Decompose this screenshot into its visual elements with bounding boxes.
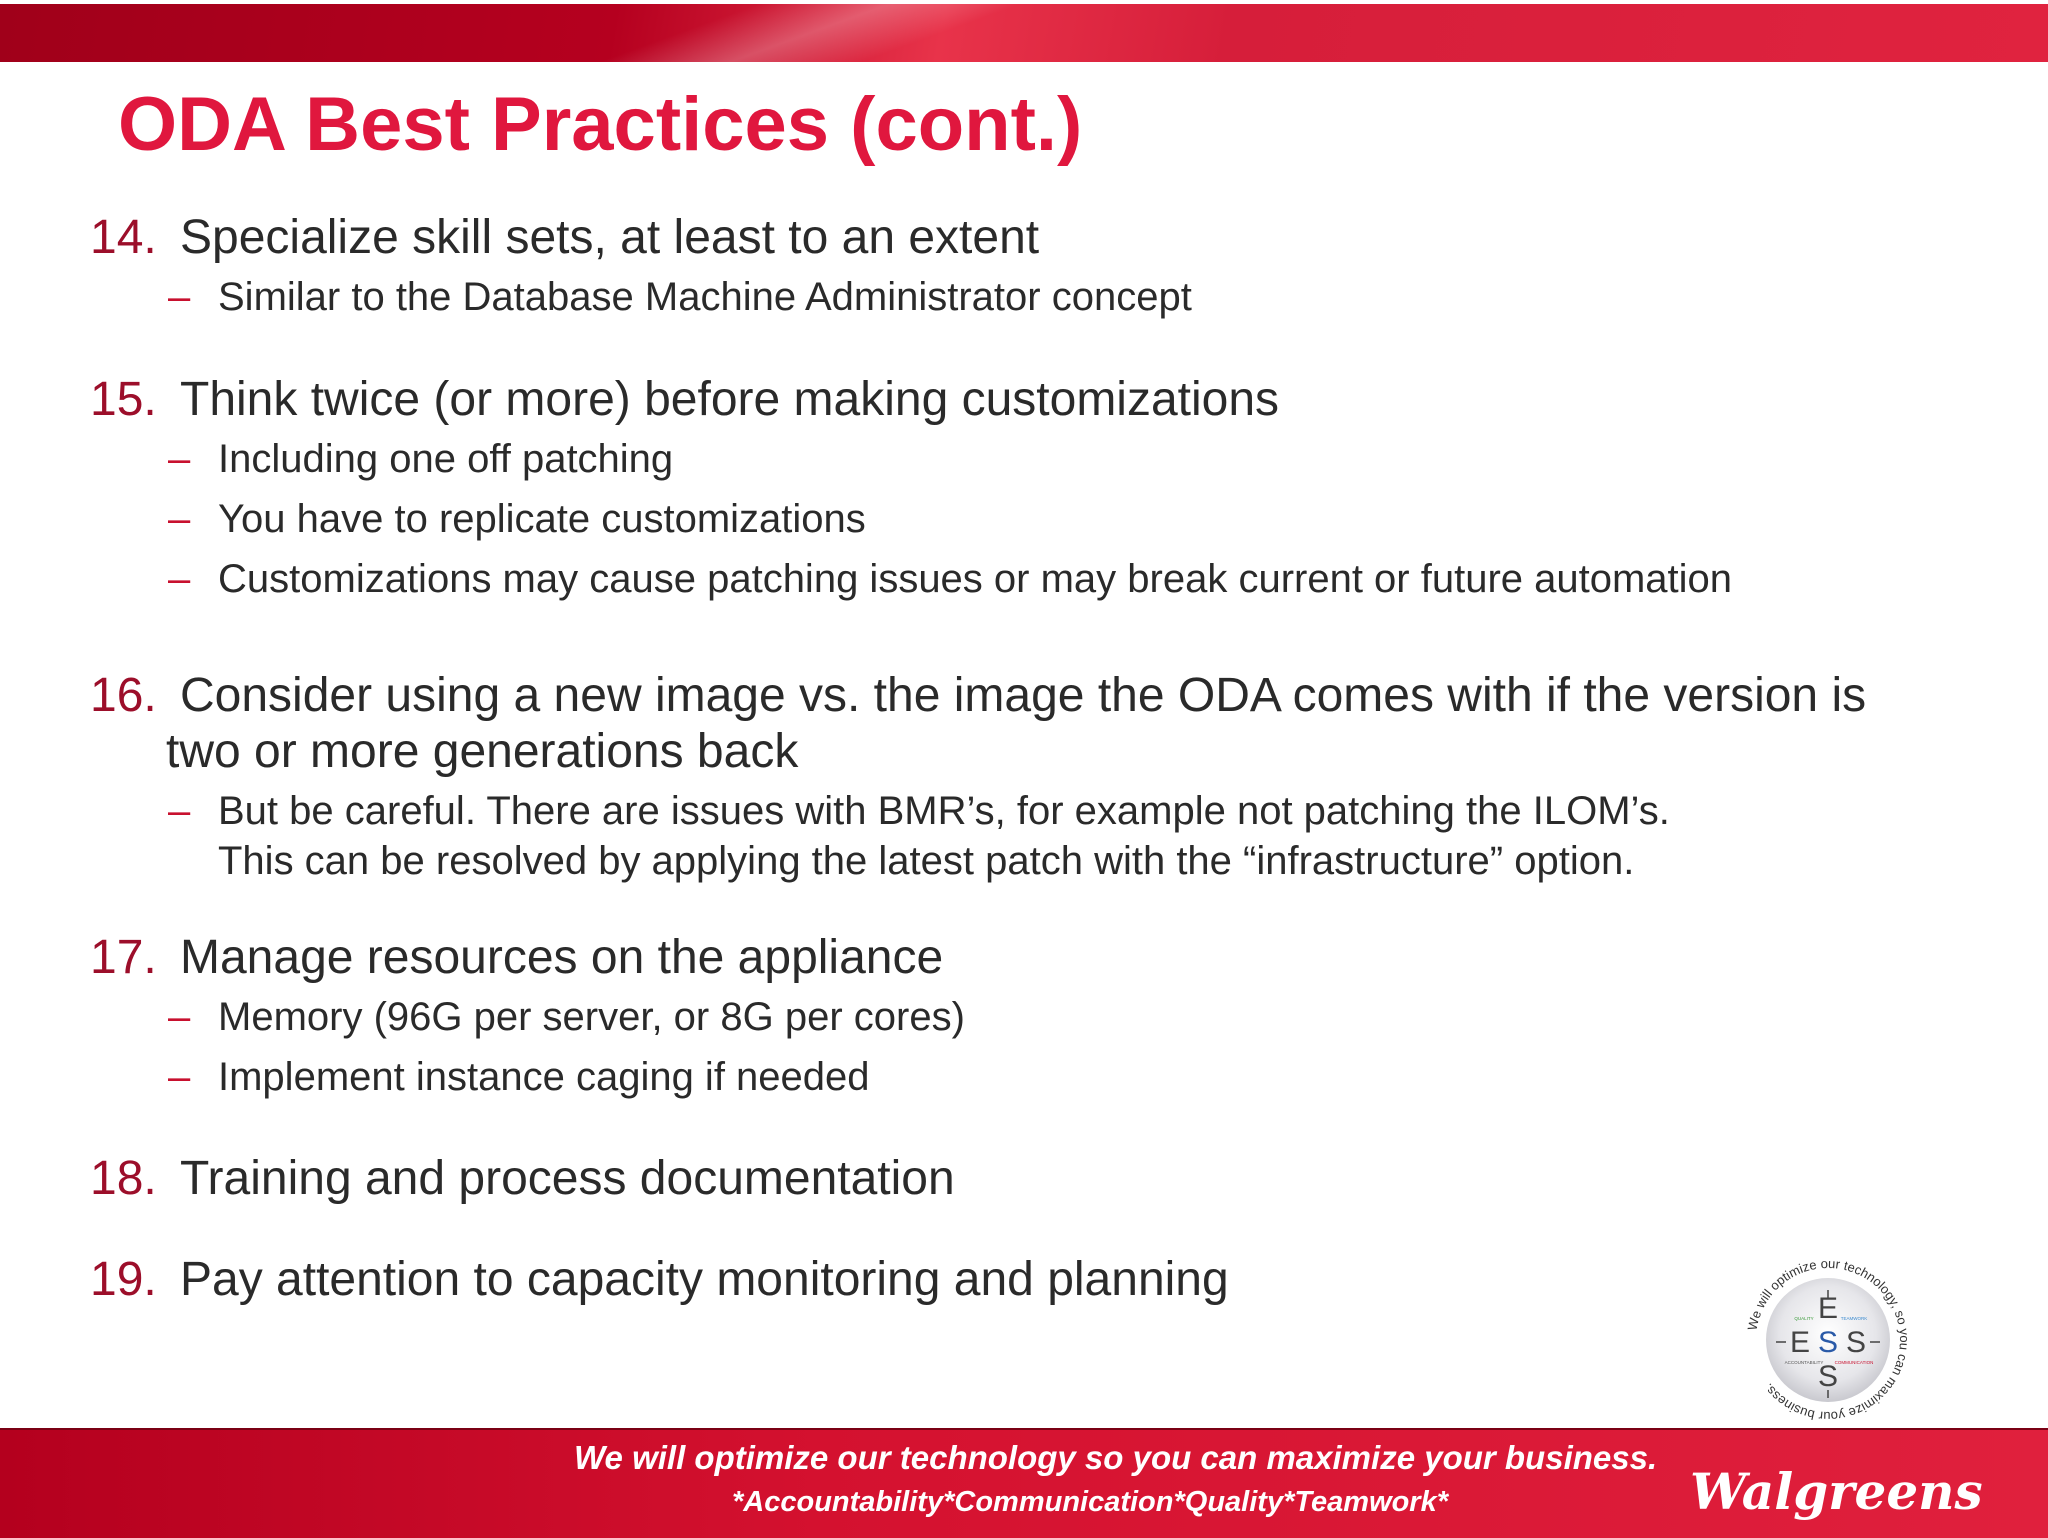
slide-title: ODA Best Practices (cont.) <box>118 82 1083 167</box>
sub-list <box>90 272 1192 322</box>
seal-letter-right: S <box>1845 1326 1867 1359</box>
walgreens-logo: Walgreens <box>1690 1462 1983 1521</box>
seal-letter-bottom: S <box>1817 1360 1839 1393</box>
item-text: Pay attention to capacity monitoring and planning <box>180 1253 1229 1306</box>
seal-quadrant-label: ACCOUNTABILITY <box>1784 1360 1824 1365</box>
item-text: Consider using a new image vs. the image the ODA comes with if the version is <box>180 669 1867 722</box>
sub-item: – Implement instance caging if needed <box>90 1052 965 1102</box>
dash-bullet: – <box>168 497 191 541</box>
item-number: 18. <box>90 1152 157 1205</box>
dash-bullet: – <box>168 275 191 319</box>
sub-item-continued: This can be resolved by applying the latest patch with the “infrastructure” option. <box>218 839 1635 883</box>
sub-list <box>90 786 1866 886</box>
practice-item-19 <box>90 1252 1229 1308</box>
practice-item-18 <box>90 1151 955 1207</box>
sub-item: – But be careful. There are issues with BMR’s, for example not patching the ILOM’s. This can be resolved by applying the latest patch with the “infrastructure” option. <box>90 786 1866 886</box>
sub-item: – You have to replicate customizations <box>90 494 1732 544</box>
sub-item: – Memory (96G per server, or 8G per cores) <box>90 992 965 1042</box>
ess-seal-logo <box>1738 1250 1918 1430</box>
seal-quadrant-label: COMMUNICATION <box>1834 1360 1874 1365</box>
sub-list <box>90 992 965 1102</box>
item-text: Manage resources on the appliance <box>180 931 944 984</box>
practice-item-15 <box>90 372 1732 614</box>
item-text: Think twice (or more) before making customizations <box>180 373 1280 426</box>
dash-bullet: – <box>168 437 191 481</box>
item-number: 15. <box>90 373 157 426</box>
seal-letter-left: E <box>1789 1326 1811 1359</box>
top-banner <box>0 4 2048 62</box>
seal-quadrant-label: QUALITY <box>1794 1316 1814 1321</box>
dash-bullet: – <box>168 789 191 833</box>
item-number: 16. <box>90 669 157 722</box>
sub-item: – Similar to the Database Machine Administrator concept <box>90 272 1192 322</box>
item-number: 17. <box>90 931 157 984</box>
sub-item: – Including one off patching <box>90 434 1732 484</box>
dash-bullet: – <box>168 995 191 1039</box>
practice-item-17 <box>90 930 965 1112</box>
seal-ring-text: We will optimize our technology, so you can maximize your business. <box>1744 1255 1913 1425</box>
item-number: 19. <box>90 1253 157 1306</box>
item-text: Specialize skill sets, at least to an extent <box>180 211 1040 264</box>
item-text-continued: two or more generations back <box>166 725 799 778</box>
dash-bullet: – <box>168 1055 191 1099</box>
seal-quadrant-label: TEAMWORK <box>1840 1316 1868 1321</box>
practice-item-16 <box>90 668 1866 896</box>
seal-letter-center: S <box>1817 1326 1839 1359</box>
sub-list <box>90 434 1732 604</box>
dash-bullet: – <box>168 557 191 601</box>
sub-item: – Customizations may cause patching issues or may break current or future automation <box>90 554 1732 604</box>
seal-letter-top: E <box>1817 1292 1839 1325</box>
practice-item-14 <box>90 210 1192 332</box>
item-text: Training and process documentation <box>180 1152 955 1205</box>
footer-values: *Accountability*Communication*Quality*Teamwork* <box>732 1486 1449 1518</box>
footer-tagline: We will optimize our technology so you can maximize your business. <box>574 1439 1658 1476</box>
item-number: 14. <box>90 211 157 264</box>
